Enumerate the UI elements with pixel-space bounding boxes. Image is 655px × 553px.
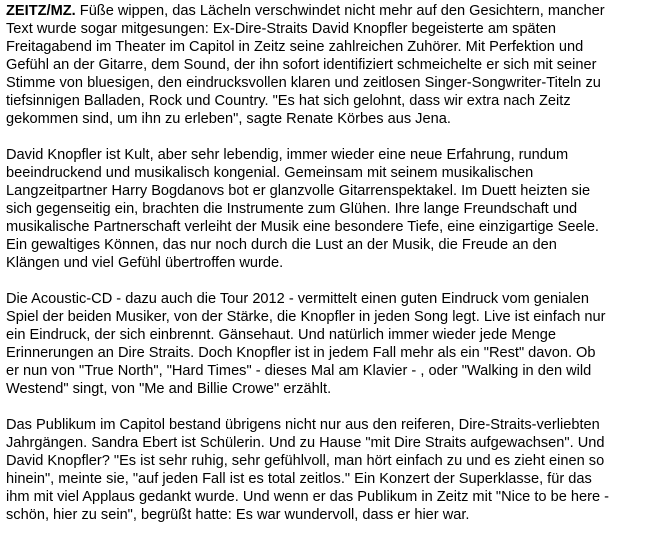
paragraph-4 [6, 416, 652, 524]
text-line: er nun von "True North", "Hard Times" - dieses Mal am Klavier - , oder "Walking in den wild [6, 363, 592, 379]
text-line: Stimme von bluesigen, den eindrucksvollen klaren und zeitlosen Singer-Songwriter-Titeln zu [6, 75, 601, 91]
text-line: beeindruckend und musikalisch kongenial. Gemeinsam mit seinem musikalischen [6, 165, 534, 181]
text-line-content: Füße wippen, das Lächeln verschwindet nicht mehr auf den Gesichtern, mancher [75, 3, 605, 19]
text-line: Text wurde sogar mitgesungen: Ex-Dire-Straits David Knopfler begeisterte am späten [6, 21, 556, 37]
text-line: Westend" singt, von "Me and Billie Crowe" erzählt. [6, 381, 332, 397]
text-line: hinein", meinte sie, "auf jeden Fall ist es total zeitlos." Ein Konzert der Superklasse, für das [6, 471, 592, 487]
text-line: Jahrgängen. Sandra Ebert ist Schülerin. Und zu Hause "mit Dire Straits aufgewachsen". Und [6, 435, 605, 451]
text-line: Spiel der beiden Musiker, von der Stärke, die Knopfler in jeden Song legt. Live ist einfach nur [6, 309, 606, 325]
text-line: ein Eindruck, der sich einbrennt. Gänsehaut. Und natürlich immer wieder jede Menge [6, 327, 556, 343]
text-line: schön, hier zu sein", begrüßt hatte: Es war wundervoll, dass er hier war. [6, 507, 470, 523]
text-line: Die Acoustic-CD - dazu auch die Tour 2012 - vermittelt einen guten Eindruck vom genialen [6, 291, 589, 307]
text-line: ihm mit viel Applaus gedankt wurde. Und wenn er das Publikum in Zeitz mit "Nice to be here - [6, 489, 609, 505]
text-line: Gefühl an der Gitarre, dem Sound, der ihn sofort identifiziert schmeichelte er sich mit seiner [6, 57, 597, 73]
paragraph-3 [6, 290, 652, 398]
text-line: gekommen sind, um ihn zu erleben", sagte Renate Körbes aus Jena. [6, 111, 451, 127]
text-line: Freitagabend im Theater im Capitol in Zeitz seine zahlreichen Zuhörer. Mit Perfektion und [6, 39, 584, 55]
text-line: musikalische Partnerschaft verleiht der Musik eine besondere Tiefe, eine einzigartige Seele. [6, 219, 599, 235]
text-line: David Knopfler? "Es ist sehr ruhig, sehr gefühlvoll, man hört einfach zu und es zieht einen so [6, 453, 605, 469]
text-line: Ein gewaltiges Können, das nur noch durch die Lust an der Musik, die Freude an den [6, 237, 557, 253]
dateline: ZEITZ/MZ. [6, 3, 76, 19]
paragraph-1 [6, 2, 652, 128]
text-line: sich gegenseitig ein, brachten die Instrumente zum Glühen. Ihre lange Freundschaft und [6, 201, 578, 217]
text-line: Das Publikum im Capitol bestand übrigens nicht nur aus den reiferen, Dire-Straits-verliebten [6, 417, 600, 433]
text-line: Klängen und viel Gefühl übertroffen wurde. [6, 255, 284, 271]
text-line: David Knopfler ist Kult, aber sehr lebendig, immer wieder eine neue Erfahrung, rundum [6, 147, 569, 163]
paragraph-2 [6, 146, 652, 272]
text-line: tiefsinnigen Balladen, Rock und Country. "Es hat sich gelohnt, dass wir extra nach Zeitz [6, 93, 571, 109]
text-line: Langzeitpartner Harry Bogdanovs bot er glanzvolle Gitarrenspektakel. Im Duett heizten sie [6, 183, 591, 199]
text-line: Erinnerungen an Dire Straits. Doch Knopfler ist in jedem Fall mehr als ein "Rest" davon. Ob [6, 345, 596, 361]
text-line [6, 2, 652, 20]
